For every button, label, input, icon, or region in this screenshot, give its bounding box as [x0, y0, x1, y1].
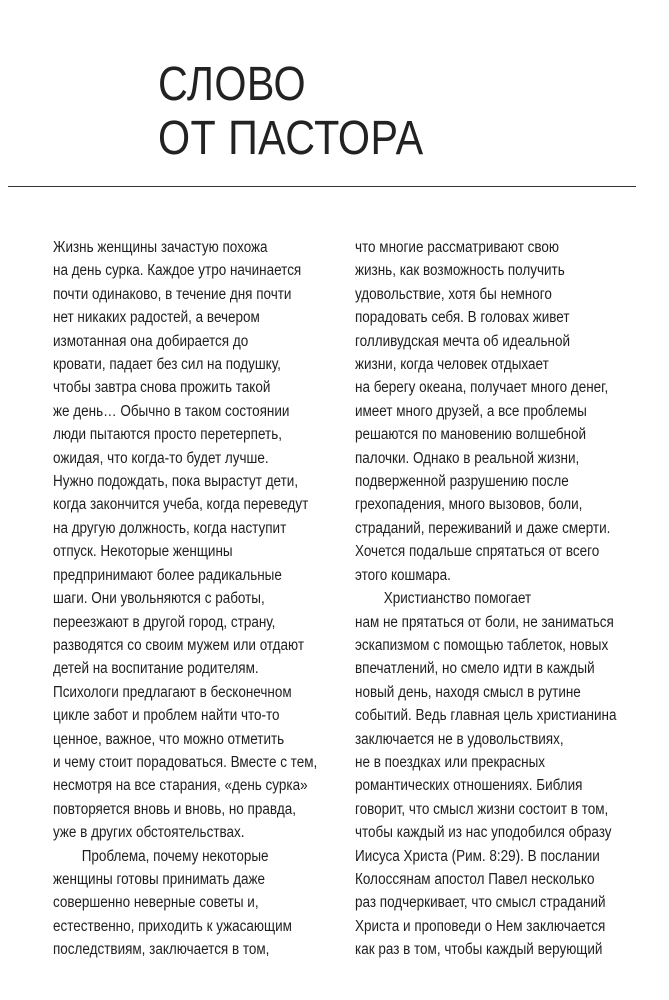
text-line: подверженной разрушению после	[355, 473, 569, 491]
text-line: событий. Ведь главная цель христианина	[355, 707, 617, 725]
text-line: говорит, что смысл жизни состоит в том,	[355, 800, 609, 818]
text-line: страданий, переживаний и даже смерти.	[355, 519, 611, 537]
title-line-1: СЛОВО	[158, 58, 307, 111]
text-line: ценное, важное, что можно отметить	[53, 730, 285, 748]
text-line: Жизнь женщины зачастую похожа	[53, 239, 268, 256]
page-title	[158, 58, 424, 166]
text-line: романтических отношениях. Библия	[355, 777, 583, 795]
text-line: Хочется подальше спрятаться от всего	[355, 543, 600, 561]
right-text-column	[355, 236, 645, 962]
text-line: голливудская мечта об идеальной	[355, 332, 570, 350]
text-line: новый день, находя смысл в рутине	[355, 683, 581, 701]
text-line: несмотря на все старания, «день сурка»	[53, 777, 308, 795]
left-text-column	[53, 236, 343, 962]
text-line: люди пытаются просто перетерпеть,	[53, 426, 282, 444]
text-line: чтобы каждый из нас уподобился образу	[355, 824, 612, 842]
text-line: как раз в том, чтобы каждый верующий	[355, 941, 603, 959]
text-line: палочки. Однако в реальной жизни,	[355, 449, 580, 467]
text-line: раз подчеркивает, что смысл страданий	[355, 894, 606, 912]
text-line: жизнь, как возможность получить	[355, 262, 565, 280]
text-line: кровати, падает без сил на подушку,	[53, 356, 281, 374]
text-line: жизни, когда человек отдыхает	[355, 356, 549, 374]
text-line: же день… Обычно в таком состоянии	[53, 402, 290, 420]
text-line: нет никаких радостей, а вечером	[53, 309, 260, 327]
text-line: разводятся со своим мужем или отдают	[53, 636, 305, 654]
text-line: эскапизмом с помощью таблеток, новых	[355, 636, 609, 654]
text-line: женщины готовы принимать даже	[53, 870, 266, 888]
text-line: этого кошмара.	[355, 566, 451, 584]
text-line: порадовать себя. В головах живет	[355, 309, 570, 327]
text-line: не в поездках или прекрасных	[355, 753, 546, 771]
text-line: заключается не в удовольствиях,	[355, 730, 564, 748]
text-line: предпринимают более радикальные	[53, 566, 282, 584]
text-line: нам не прятаться от боли, не заниматься	[355, 613, 614, 631]
text-line: последствиям, заключается в том,	[53, 941, 270, 959]
text-line: почти одинаково, в течение дня почти	[53, 285, 292, 303]
text-line: на берегу океана, получает много денег,	[355, 379, 609, 397]
text-line: детей на воспитание родителям.	[53, 660, 259, 678]
text-line: имеет много друзей, а все проблемы	[355, 402, 587, 420]
text-line: измотанная она добирается до	[53, 332, 249, 350]
text-line: шаги. Они увольняются с работы,	[53, 590, 265, 608]
text-line: впечатлений, но смело идти в каждый	[355, 660, 595, 678]
text-line: Психологи предлагают в бесконечном	[53, 683, 292, 701]
text-line: отпуск. Некоторые женщины	[53, 543, 233, 561]
text-line: цикле забот и проблем найти что-то	[53, 707, 280, 725]
text-line: Колоссянам апостол Павел несколько	[355, 870, 595, 888]
text-line: грехопадения, много вызовов, боли,	[355, 496, 583, 514]
text-line: Христианство помогает	[383, 590, 532, 608]
text-line: чтобы завтра снова прожить такой	[53, 379, 271, 397]
text-line: переезжают в другой город, страну,	[53, 613, 276, 631]
text-line: Проблема, почему некоторые	[81, 847, 269, 865]
text-line: ожидая, что когда-то будет лучше.	[53, 449, 269, 467]
title-divider	[8, 186, 636, 187]
text-line: и чему стоит порадоваться. Вместе с тем,	[53, 753, 318, 771]
text-line: уже в других обстоятельствах.	[53, 824, 245, 842]
title-line-2: ОТ ПАСТОРА	[158, 112, 424, 165]
text-line: Иисуса Христа (Рим. 8:29). В послании	[355, 847, 600, 865]
text-line: на другую должность, когда наступит	[53, 519, 287, 537]
text-line: решаются по мановению волшебной	[355, 426, 587, 444]
text-line: удовольствие, хотя бы немного	[355, 285, 552, 303]
text-line: Нужно подождать, пока вырастут дети,	[53, 473, 299, 491]
text-line: что многие рассматривают свою	[355, 239, 560, 256]
text-line: повторяется вновь и вновь, но правда,	[53, 800, 296, 818]
text-line: естественно, приходить к ужасающим	[53, 917, 292, 935]
text-line: когда закончится учеба, когда переведут	[53, 496, 309, 514]
text-line: на день сурка. Каждое утро начинается	[53, 262, 302, 280]
text-line: совершенно неверные советы и,	[53, 894, 259, 912]
text-line: Христа и проповеди о Нем заключается	[355, 917, 606, 935]
